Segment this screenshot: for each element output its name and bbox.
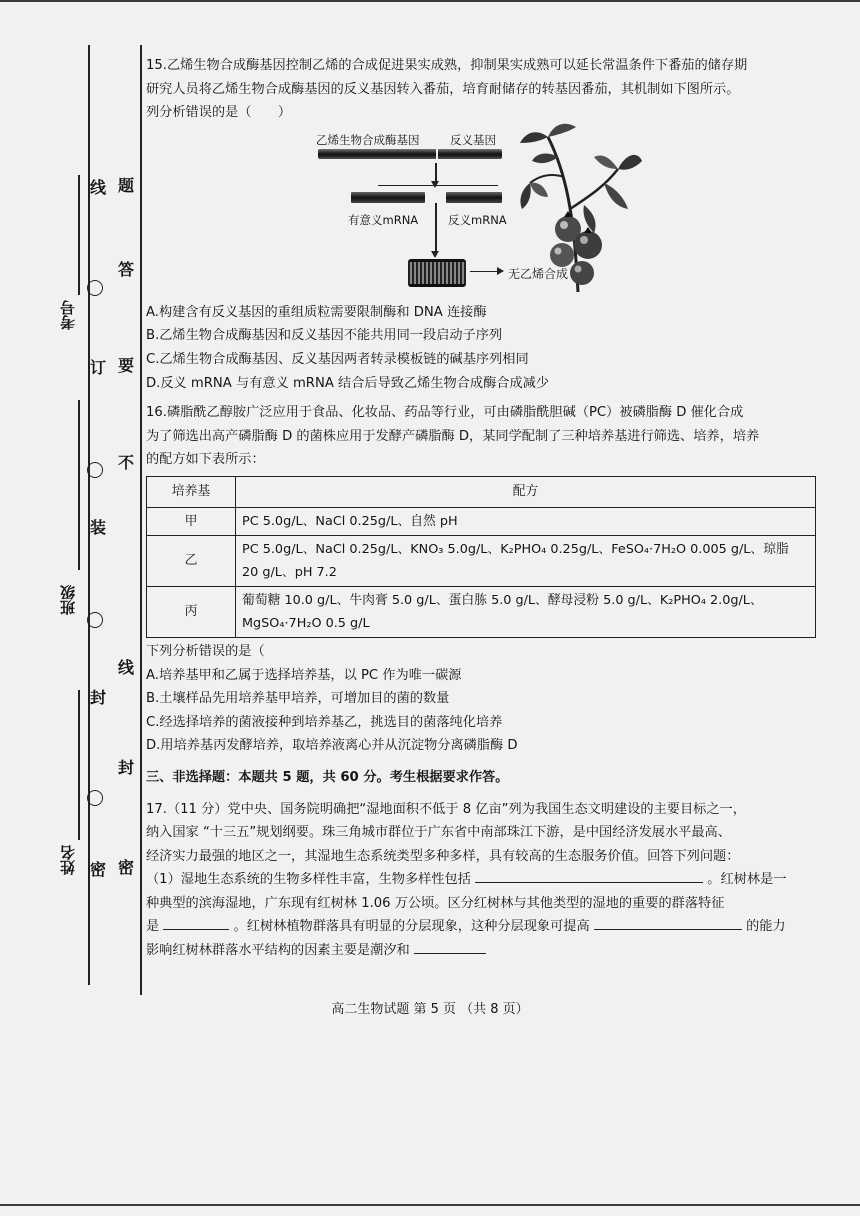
medium-name: 甲 xyxy=(147,507,236,535)
class-label: 班级 xyxy=(59,585,77,615)
notice-char-ti: 题 xyxy=(118,176,135,195)
q15-option-d[interactable]: D.反义 mRNA 与有意义 mRNA 结合后导致乙烯生物合成酶合成减少 xyxy=(146,375,550,391)
question-16 xyxy=(146,401,816,758)
antisense-mrna-label: 反义mRNA xyxy=(448,212,507,227)
q15-option-a[interactable]: A.构建含有反义基因的重组质粒需要限制酶和 DNA 连接酶 xyxy=(146,304,487,320)
table-row xyxy=(147,507,816,535)
top-border xyxy=(0,0,860,2)
medium-name: 乙 xyxy=(147,535,236,586)
notice-char-da: 答 xyxy=(118,260,135,279)
seal-char-zhuang: 装 xyxy=(90,518,107,537)
notice-char-xian: 线 xyxy=(118,658,135,677)
seal-char-mi: 密 xyxy=(90,860,107,879)
binding-hole xyxy=(87,612,103,628)
q15-option-b[interactable]: B.乙烯生物合成酶基因和反义基因不能共用同一段启动子序列 xyxy=(146,328,503,344)
result-arrow xyxy=(470,271,498,273)
exam-number-label: 考号 xyxy=(59,300,77,330)
table-row xyxy=(147,535,816,586)
notice-char-bu: 不 xyxy=(118,453,135,472)
q17-part1-text: （1）湿地生态系统的生物多样性丰富，生物多样性包括 xyxy=(146,872,471,888)
q17-part1-text-tail: 。红树林是一 xyxy=(707,872,787,888)
medium-name: 丙 xyxy=(147,586,236,637)
tomato-plant-image xyxy=(518,117,642,297)
sense-mrna-strand xyxy=(351,192,425,203)
q16-option-c[interactable]: C.经选择培养的菌液接种到培养基乙，挑选目的菌落纯化培养 xyxy=(146,714,503,730)
antisense-mrna-strand xyxy=(446,192,502,203)
q16-option-d[interactable]: D.用培养基丙发酵培养，取培养液离心并从沉淀物分离磷脂酶 D xyxy=(146,738,518,754)
medium-recipe xyxy=(236,507,816,535)
antisense-gene-diagram xyxy=(146,125,816,301)
q17-line7-text: 影响红树林群落水平结构的因素主要是潮汐和 xyxy=(146,943,410,959)
q16-stem-line1: 16.磷脂酰乙醇胺广泛应用于食品、化妆品、药品等行业，可由磷脂酰胆碱（PC）被磷脂酶 D 催化合成 xyxy=(146,405,744,421)
q17-line1: 17.（11 分）党中央、国务院明确把“湿地面积不低于 8 亿亩”列为我国生态文明建设的主要目标之一， xyxy=(146,801,746,817)
gene-junction-mark xyxy=(436,147,438,161)
notice-char-mi: 密 xyxy=(118,858,135,877)
q17-line6-mid: 。红树林植物群落具有明显的分层现象，这种分层现象可提高 xyxy=(233,919,590,935)
answer-blank-horizontal-factor[interactable] xyxy=(414,939,486,954)
q16-stem-line3: 的配方如下表所示： xyxy=(146,452,265,468)
page-footer: 高二生物试题 第 5 页 （共 8 页） xyxy=(331,1002,529,1017)
notice-char-yao: 要 xyxy=(118,356,135,375)
q17-line4 xyxy=(146,868,816,892)
binding-hole xyxy=(87,462,103,478)
q17-line6-tail: 的能力 xyxy=(746,919,786,935)
q15-stem-line2: 研究人员将乙烯生物合成酶基因的反义基因转入番茄，培育耐储存的转基因番茄，其机制如下图所示。 xyxy=(146,81,740,97)
table-header-medium: 培养基 xyxy=(147,476,236,507)
table-row xyxy=(147,586,816,637)
split-bar xyxy=(378,185,498,187)
name-underline xyxy=(78,690,80,840)
answer-blank-community-feature[interactable] xyxy=(163,915,229,930)
q16-stem-line2: 为了筛选出高产磷脂酶 D 的菌株应用于发酵产磷脂酶 D，某同学配制了三种培养基进行筛选、培养，培养 xyxy=(146,428,760,444)
q17-line6 xyxy=(146,915,816,939)
antisense-gene-label: 反义基因 xyxy=(450,132,496,147)
q17-line3: 经济实力最强的地区之一，其湿地生态系统类型多种多样，具有较高的生态服务价值。回答下列问题： xyxy=(146,848,740,864)
q15-stem-line1: 15.乙烯生物合成酶基因控制乙烯的合成促进果实成熟，抑制果实成熟可以延长常温条件下番茄的储存期 xyxy=(146,58,748,73)
binding-line-inner xyxy=(140,45,142,995)
seal-char-xian: 线 xyxy=(90,178,107,197)
medium-recipe xyxy=(236,535,816,586)
table-header-row xyxy=(147,476,816,507)
recipe-line: PC 5.0g/L、NaCl 0.25g/L、自然 pH xyxy=(242,513,458,529)
recipe-line: 葡萄糖 10.0 g/L、牛肉膏 5.0 g/L、蛋白胨 5.0 g/L、酵母浸粉 5.0 g/L、K₂PHO₄ 2.0g/L、 xyxy=(242,592,763,608)
recipe-line: MgSO₄·7H₂O 0.5 g/L xyxy=(242,615,370,631)
medium-recipe-table xyxy=(146,476,816,638)
sense-mrna-label: 有意义mRNA xyxy=(348,212,419,227)
dna-construct-bar xyxy=(318,149,502,159)
page-content xyxy=(146,54,816,963)
result-label: 无乙烯合成 xyxy=(508,266,569,281)
seal-char-feng: 封 xyxy=(90,688,107,707)
question-17 xyxy=(146,798,816,963)
q17-line2: 纳入国家 “十三五”规划纲要。珠三角城市群位于广东省中南部珠江下游，是中国经济发展水平最高、 xyxy=(146,825,731,841)
binding-hole xyxy=(87,280,103,296)
table-header-recipe: 配方 xyxy=(236,476,816,507)
name-label: 姓名 xyxy=(59,845,77,875)
medium-recipe xyxy=(236,586,816,637)
section-3-heading: 三、非选择题：本题共 5 题，共 60 分。考生根据要求作答。 xyxy=(146,769,509,785)
q17-line7 xyxy=(146,939,816,963)
recipe-line: 20 g/L、pH 7.2 xyxy=(242,564,337,580)
class-underline xyxy=(78,400,80,570)
gene-label: 乙烯生物合成酶基因 xyxy=(316,132,420,147)
q15-option-c[interactable]: C.乙烯生物合成酶基因、反义基因两者转录模板链的碱基序列相同 xyxy=(146,351,529,367)
notice-char-feng: 封 xyxy=(118,758,135,777)
mrna-duplex xyxy=(408,259,466,287)
answer-blank-biodiversity[interactable] xyxy=(475,868,703,883)
seal-char-ding: 订 xyxy=(90,358,107,377)
question-15 xyxy=(146,54,816,395)
transcription-arrow xyxy=(435,163,437,183)
recipe-line: PC 5.0g/L、NaCl 0.25g/L、KNO₃ 5.0g/L、K₂PHO₄ 0.25g/L、FeSO₄·7H₂O 0.005 g/L、琼脂 xyxy=(242,541,789,557)
bottom-border xyxy=(0,1204,860,1206)
q16-option-a[interactable]: A.培养基甲和乙属于选择培养基，以 PC 作为唯一碳源 xyxy=(146,667,462,683)
q15-stem-line3: 列分析错误的是（ ） xyxy=(146,105,292,121)
q16-question: 下列分析错误的是（ xyxy=(146,643,265,659)
binding-hole xyxy=(87,790,103,806)
q16-option-b[interactable]: B.土壤样品先用培养基甲培养，可增加目的菌的数量 xyxy=(146,691,450,707)
answer-blank-stratification[interactable] xyxy=(594,915,742,930)
q17-line6-head: 是 xyxy=(146,919,160,935)
exam-number-underline xyxy=(78,175,80,295)
pairing-arrow xyxy=(435,203,437,253)
q17-line5: 种典型的滨海湿地，广东现有红树林 1.06 万公顷。区分红树林与其他类型的湿地的重要的群落特征 xyxy=(146,895,725,911)
